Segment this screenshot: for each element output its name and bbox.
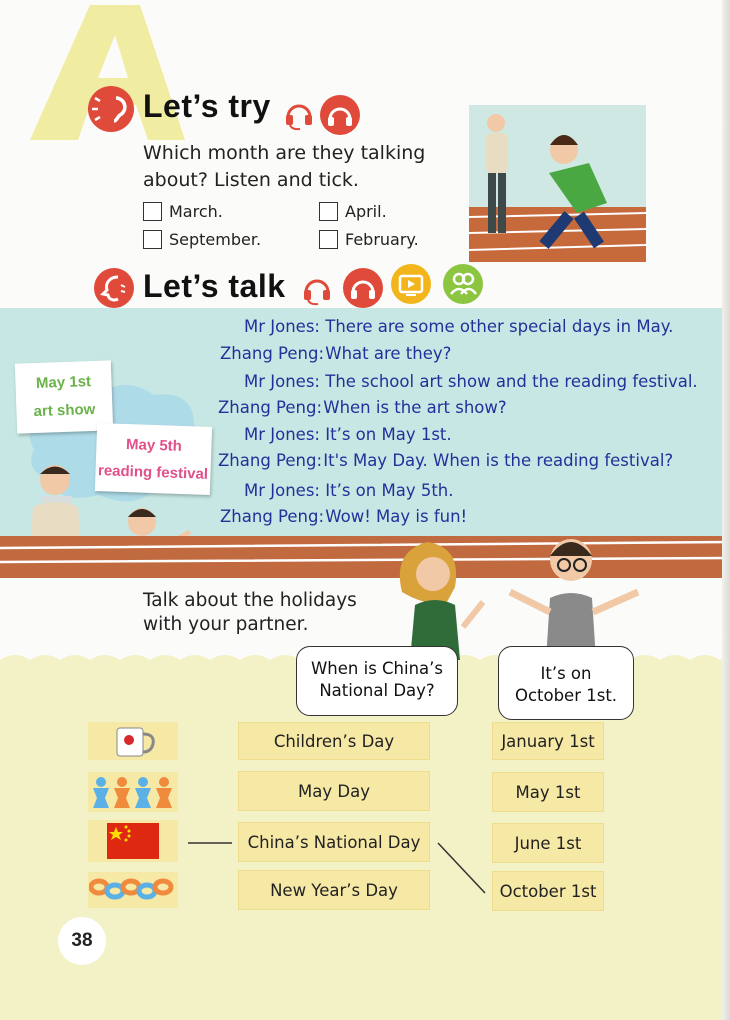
dialogue-line: Zhang Peng: Wow! May is fun! xyxy=(220,507,468,526)
dialogue-line: Mr Jones: It’s on May 1st. xyxy=(244,425,452,444)
dialogue-line: Mr Jones: The school art show and the reading festival. xyxy=(244,372,698,391)
option-february[interactable]: February. xyxy=(319,230,419,249)
page-edge-shadow xyxy=(722,0,730,1020)
video-icon xyxy=(391,264,431,304)
date-card[interactable]: January 1st xyxy=(492,722,604,760)
dialogue-line: Mr Jones: There are some other special days in May. xyxy=(244,317,674,336)
girl-and-boy-illustration xyxy=(388,532,658,660)
page-number: 38 xyxy=(58,917,106,965)
holiday-card[interactable]: China’s National Day xyxy=(238,822,430,862)
headphones-icon xyxy=(320,95,360,135)
paper-chain-picture xyxy=(88,872,178,908)
dialogue-line: Mr Jones: It’s on May 5th. xyxy=(244,481,454,500)
option-september[interactable]: September. xyxy=(143,230,261,249)
option-april[interactable]: April. xyxy=(319,202,387,221)
headphone-mic-icon xyxy=(300,272,334,306)
practice-instruction: Talk about the holidays with your partner. xyxy=(143,590,357,635)
dialogue-line: Zhang Peng: When is the art show? xyxy=(218,398,507,417)
holiday-card[interactable]: Children’s Day xyxy=(238,722,430,760)
checkbox[interactable] xyxy=(143,202,162,221)
note-art-show: May 1st art show xyxy=(15,360,113,433)
date-card[interactable]: June 1st xyxy=(492,823,604,863)
option-march[interactable]: March. xyxy=(143,202,223,221)
checkbox[interactable] xyxy=(319,230,338,249)
checkbox[interactable] xyxy=(143,230,162,249)
running-track-illustration xyxy=(469,105,646,262)
headphones-icon xyxy=(343,268,383,308)
mug-picture xyxy=(88,722,178,760)
children-chain-picture xyxy=(88,772,178,812)
speech-bubble-question: When is China’s National Day? xyxy=(296,646,458,716)
lets-try-instruction: Which month are they talking about? Listen and tick. xyxy=(143,142,426,191)
pair-work-icon xyxy=(443,264,483,304)
holiday-card[interactable]: New Year’s Day xyxy=(238,870,430,910)
checkbox[interactable] xyxy=(319,202,338,221)
dialogue-line: Zhang Peng: It's May Day. When is the reading festival? xyxy=(218,451,674,470)
speech-bubble-answer: It’s on October 1st. xyxy=(498,646,634,720)
lets-talk-title: Let’s talk xyxy=(143,268,286,304)
svg-text:A: A xyxy=(20,0,21,1)
note-reading-festival: May 5th reading festival xyxy=(95,423,212,495)
dialogue-line: Zhang Peng: What are they? xyxy=(220,344,452,363)
lets-talk-face-icon xyxy=(94,268,134,308)
date-card[interactable]: October 1st xyxy=(492,871,604,911)
holiday-card[interactable]: May Day xyxy=(238,771,430,811)
lets-try-ear-icon xyxy=(88,86,134,132)
china-flag-picture xyxy=(88,820,178,862)
date-card[interactable]: May 1st xyxy=(492,772,604,812)
lets-try-title: Let’s try xyxy=(143,88,271,124)
headphone-mic-icon xyxy=(282,97,316,131)
matching-lines xyxy=(180,820,500,900)
